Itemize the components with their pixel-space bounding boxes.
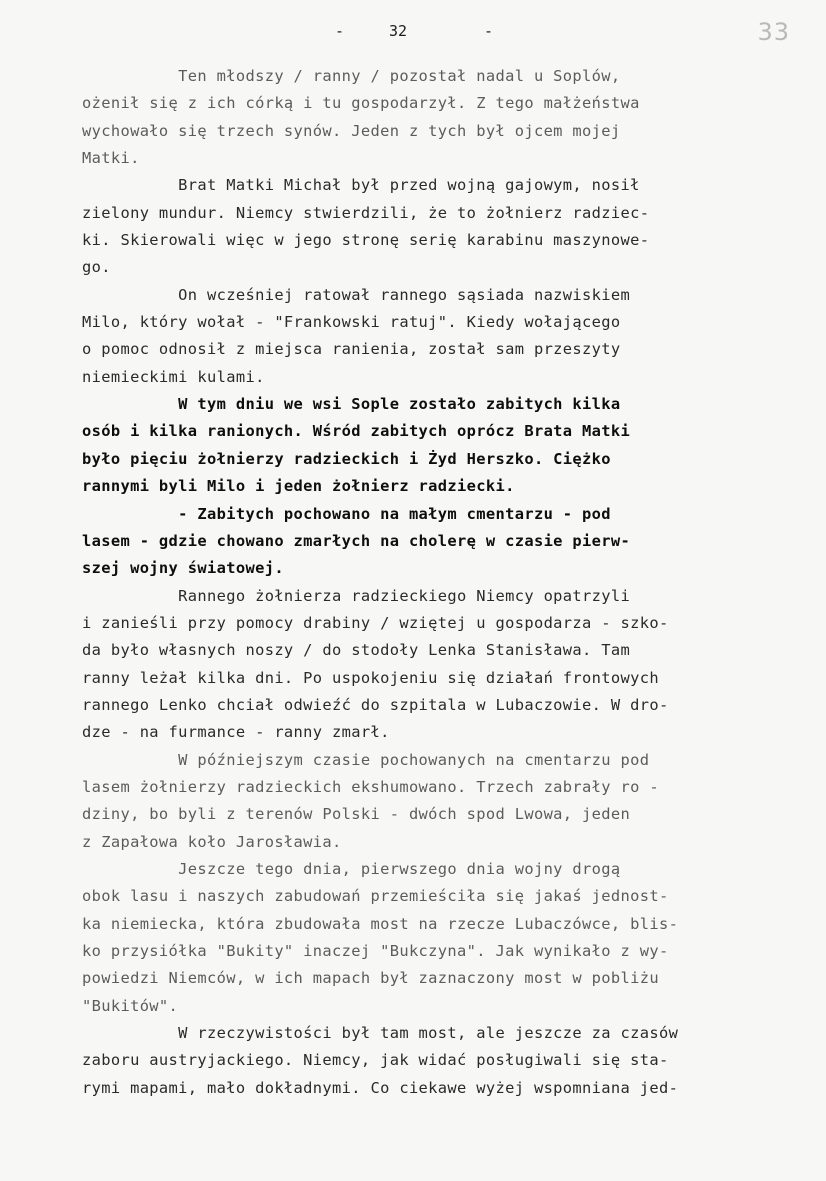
text-line: obok lasu i naszych zabudowań przemieściła się jakaś jednost-	[82, 887, 669, 906]
text-line: rannego Lenko chciał odwieźć do szpitala w Lubaczowie. W dro-	[82, 695, 669, 714]
text-line: o pomoc odnosił z miejsca ranienia, został sam przeszyty	[82, 340, 621, 359]
header-dash-right: -	[484, 22, 494, 40]
text-line: Jeszcze tego dnia, pierwszego dnia wojny drogą	[82, 859, 621, 878]
text-line: niemieckimi kulami.	[82, 367, 265, 386]
text-line: ko przysiółka "Bukity" inaczej "Bukczyna". Jak wynikało z wy-	[82, 942, 669, 960]
text-line: lasem - gdzie chowano zmarłych na cholerę w czasie pierw-	[82, 531, 631, 550]
text-line: "Bukitów".	[82, 996, 179, 1015]
body-text	[82, 63, 787, 1102]
text-line: da było własnych noszy / do stodoły Lenka Stanisława. Tam	[82, 641, 631, 660]
text-line: On wcześniej ratował rannego sąsiada nazwiskiem	[82, 285, 631, 304]
text-line: zaboru austryjackiego. Niemcy, jak widać posługiwali się sta-	[82, 1051, 669, 1070]
text-line: W rzeczywistości był tam most, ale jeszcze za czasów	[82, 1024, 679, 1043]
text-line: dziny, bo byli z terenów Polski - dwóch spod Lwowa, jeden	[82, 805, 631, 824]
text-line: zielony mundur. Niemcy stwierdzili, że to żołnierz radziec-	[82, 203, 650, 222]
archive-page-number: 33	[757, 18, 790, 46]
text-line: W tym dniu we wsi Sople zostało zabitych kilka	[82, 395, 621, 414]
text-line: Ten młodszy / ranny / pozostał nadal u Soplów,	[82, 67, 621, 85]
text-line: rannymi byli Milo i jeden żołnierz radziecki.	[82, 477, 515, 496]
text-line: dze - na furmance - ranny zmarł.	[82, 723, 390, 742]
page-number: 32	[389, 22, 408, 40]
text-line: powiedzi Niemców, w ich mapach był zaznaczony most w pobliżu	[82, 969, 659, 988]
text-line: ki. Skierowali więc w jego stronę serię karabinu maszynowe-	[82, 231, 650, 250]
text-line: szej wojny światowej.	[82, 559, 284, 578]
text-line: i zanieśli przy pomocy drabiny / wziętej u gospodarza - szko-	[82, 613, 669, 632]
text-line: Brat Matki Michał był przed wojną gajowym, nosił	[82, 176, 640, 195]
text-line: lasem żołnierzy radzieckich ekshumowano. Trzech zabrały ro -	[82, 777, 659, 796]
text-line: wychowało się trzech synów. Jeden z tych był ojcem mojej	[82, 121, 621, 140]
text-line: - Zabitych pochowano na małym cmentarzu - pod	[82, 504, 611, 523]
text-line: ranny leżał kilka dni. Po uspokojeniu się działań frontowych	[82, 668, 659, 687]
text-line: Milo, który wołał - "Frankowski ratuj". Kiedy wołającego	[82, 313, 621, 332]
page-header	[0, 22, 826, 46]
header-dash-left: -	[335, 22, 345, 40]
text-line: W późniejszym czasie pochowanych na cmentarzu pod	[82, 750, 650, 769]
text-line: było pięciu żołnierzy radzieckich i Żyd Herszko. Ciężko	[82, 449, 611, 468]
text-line: ożenił się z ich córką i tu gospodarzył. Z tego małżeństwa	[82, 94, 640, 113]
text-line: go.	[82, 258, 111, 277]
text-line: z Zapałowa koło Jarosławia.	[82, 832, 342, 851]
text-line: Rannego żołnierza radzieckiego Niemcy opatrzyli	[82, 586, 631, 605]
text-line: Matki.	[82, 149, 140, 168]
text-line: ka niemiecka, która zbudowała most na rzecze Lubaczówce, blis-	[82, 914, 679, 933]
text-line: rymi mapami, mało dokładnymi. Co ciekawe wyżej wspomniana jed-	[82, 1078, 679, 1097]
text-line: osób i kilka ranionych. Wśród zabitych oprócz Brata Matki	[82, 422, 631, 441]
